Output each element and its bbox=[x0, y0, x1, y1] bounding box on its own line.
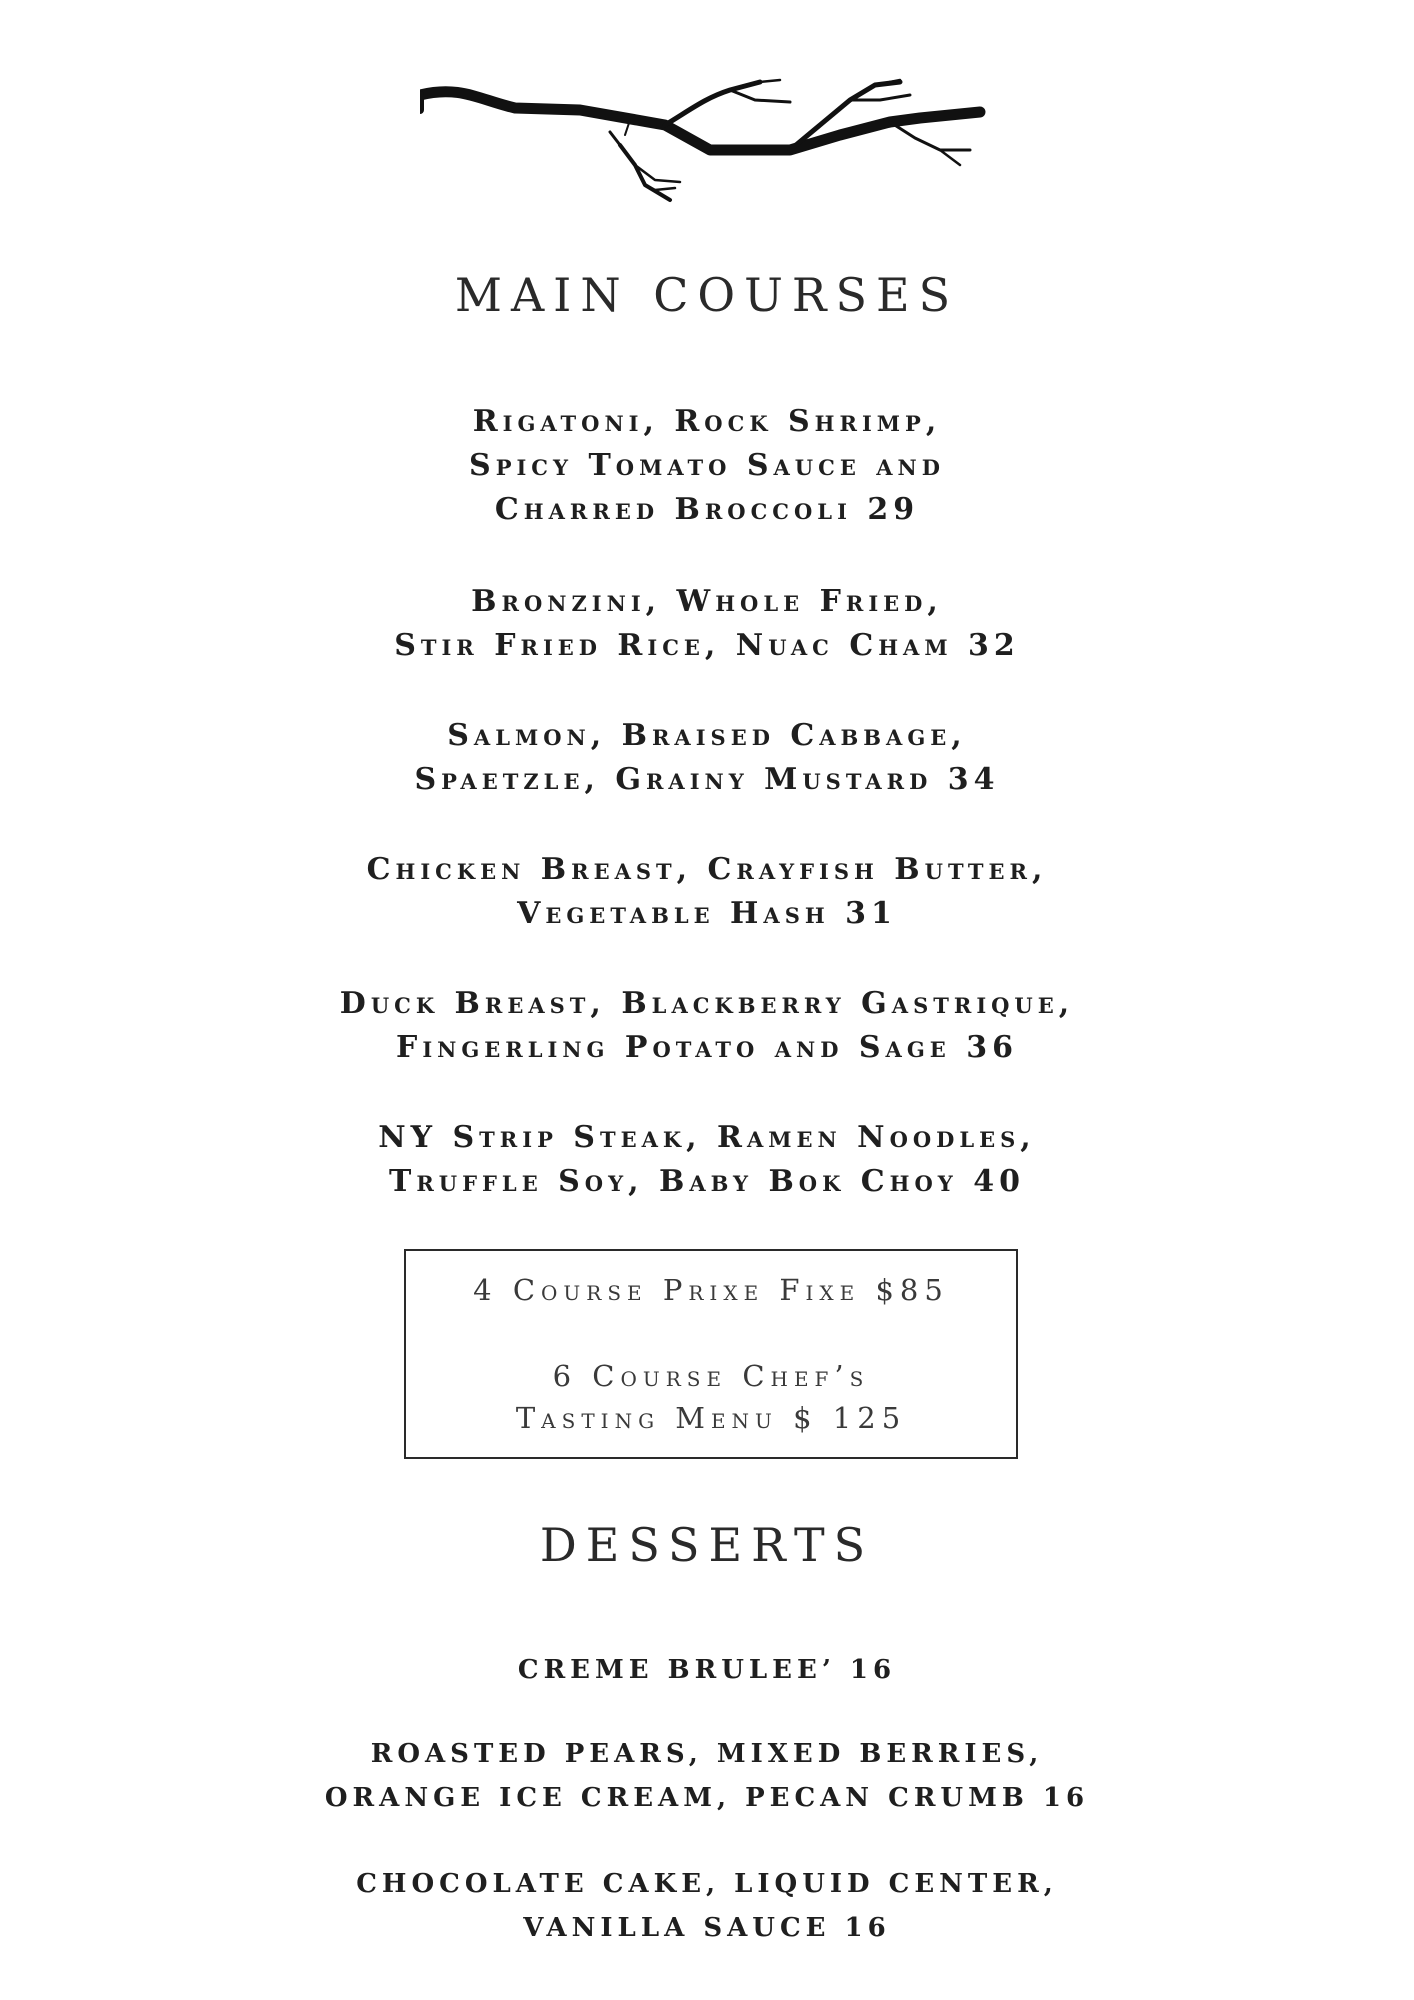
menu-item-line: Vegetable Hash 31 bbox=[517, 896, 897, 931]
dessert-item-line: CHOCOLATE CAKE, LIQUID CENTER, bbox=[356, 1869, 1058, 1899]
menu-item bbox=[0, 1116, 1414, 1204]
menu-item-line: Rigatoni, Rock Shrimp, bbox=[472, 404, 942, 439]
menu-item-line: Spicy Tomato Sauce and bbox=[469, 448, 945, 483]
prix-fixe-box bbox=[404, 1249, 1018, 1459]
menu-item-line: Salmon, Braised Cabbage, bbox=[447, 718, 967, 753]
dessert-item-line: ORANGE ICE CREAM, PECAN CRUMB 16 bbox=[324, 1783, 1090, 1813]
menu-item-line: Fingerling Potato and Sage 36 bbox=[396, 1030, 1018, 1065]
menu-item-line: Charred Broccoli 29 bbox=[494, 492, 920, 527]
menu-item bbox=[0, 400, 1414, 532]
tasting-menu-line bbox=[406, 1355, 1016, 1439]
main-courses-title: MAIN COURSES bbox=[454, 268, 960, 322]
dessert-item-line: ROASTED PEARS, MIXED BERRIES, bbox=[370, 1739, 1044, 1769]
menu-item bbox=[0, 580, 1414, 668]
dessert-item bbox=[0, 1648, 1414, 1692]
menu-item-line: Truffle Soy, Baby Bok Choy 40 bbox=[389, 1164, 1025, 1199]
menu-item bbox=[0, 848, 1414, 936]
menu-item-line: Duck Breast, Blackberry Gastrique, bbox=[339, 986, 1075, 1021]
tasting-menu-line-2: Tasting Menu $ 125 bbox=[515, 1401, 907, 1435]
dessert-item bbox=[0, 1732, 1414, 1820]
tasting-menu-line-1: 6 Course Chef’s bbox=[552, 1359, 870, 1393]
menu-item-line: Spaetzle, Grainy Mustard 34 bbox=[414, 762, 1000, 797]
menu-item bbox=[0, 714, 1414, 802]
menu-item-line: Stir Fried Rice, Nuac Cham 32 bbox=[394, 628, 1020, 663]
prix-fixe-line: 4 Course Prixe Fixe $85 bbox=[473, 1273, 949, 1307]
menu-item-line: Chicken Breast, Crayfish Butter, bbox=[366, 852, 1048, 887]
menu-item-line: Bronzini, Whole Fried, bbox=[471, 584, 943, 619]
dessert-item-line: CREME BRULEE’ 16 bbox=[517, 1655, 897, 1685]
dessert-item-line: VANILLA SAUCE 16 bbox=[523, 1913, 891, 1943]
menu-item bbox=[0, 982, 1414, 1070]
tree-branch-icon bbox=[420, 70, 1000, 215]
menu-item-line: NY Strip Steak, Ramen Noodles, bbox=[378, 1120, 1036, 1155]
dessert-item bbox=[0, 1862, 1414, 1950]
desserts-title: DESSERTS bbox=[539, 1518, 875, 1572]
